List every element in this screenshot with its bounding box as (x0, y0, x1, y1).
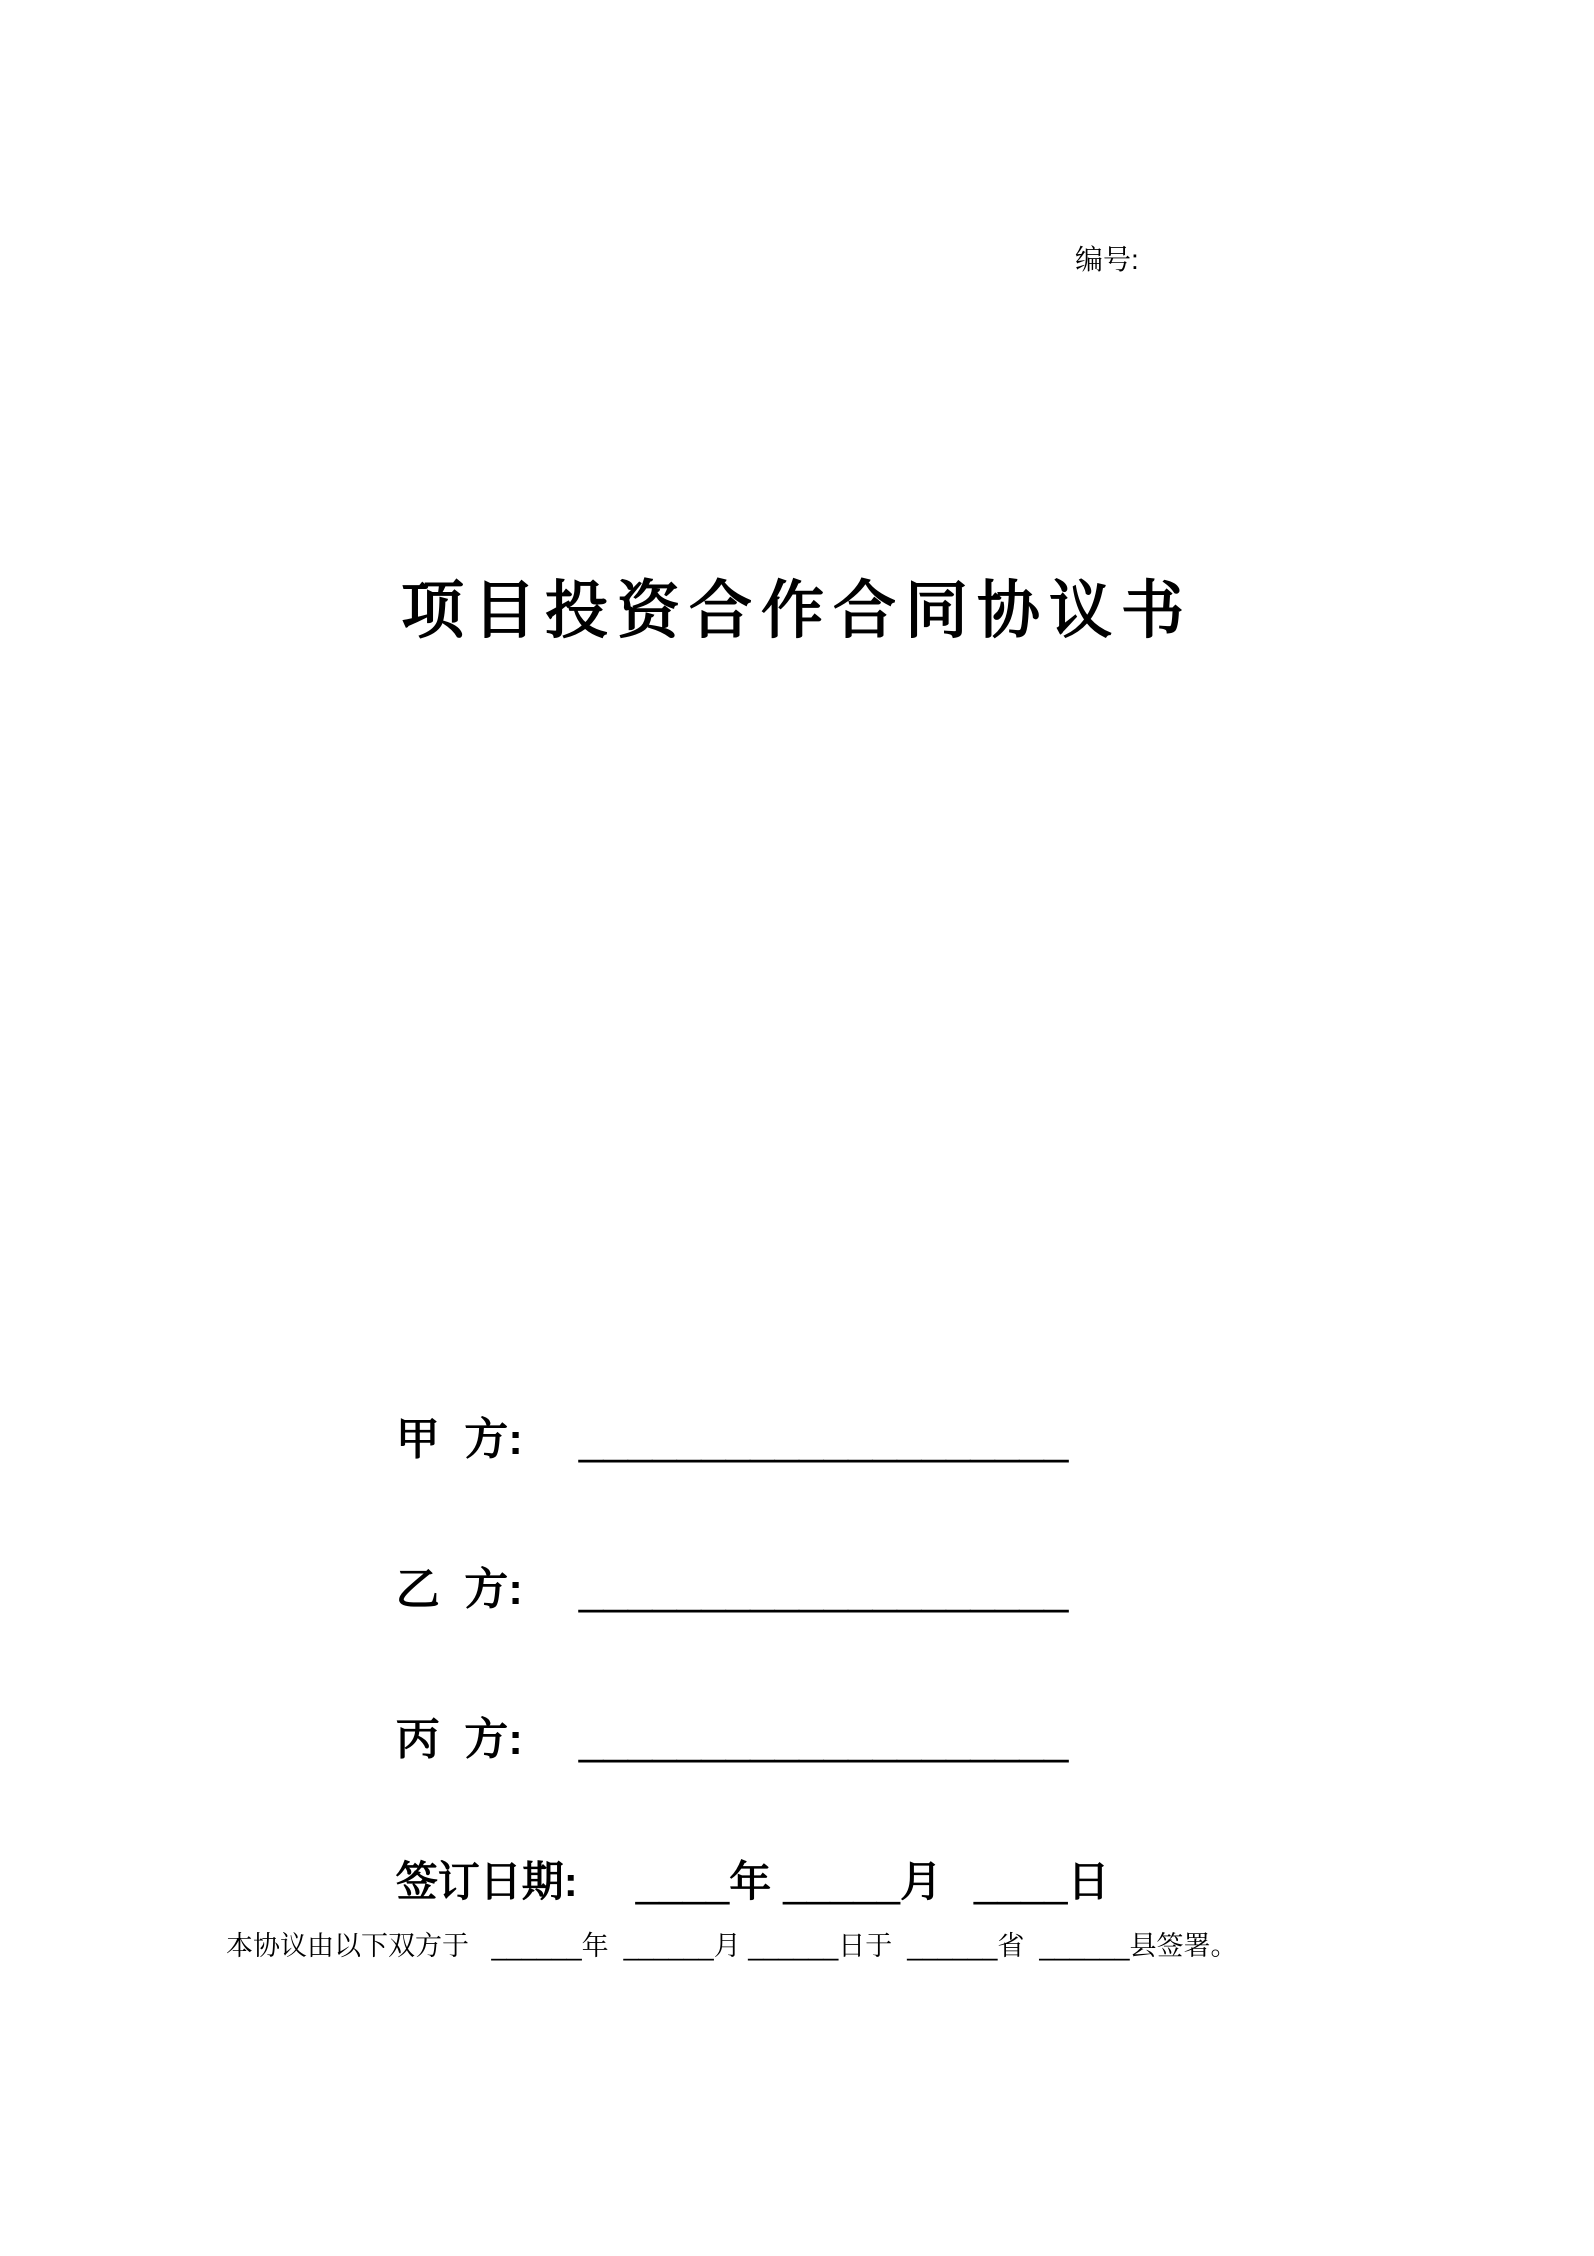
party-b-blank: ____________________ (578, 1565, 1069, 1614)
sign-date-label: 签订日期: (395, 1858, 578, 1905)
party-c-blank: ____________________ (578, 1715, 1069, 1764)
party-a-label: 甲 方: (395, 1415, 523, 1464)
sign-year-blank: ____ (635, 1858, 730, 1905)
sign-day-blank: ____ (974, 1858, 1068, 1905)
page-title: 项目投资合作合同协议书 (401, 576, 1193, 647)
footer-signing-sentence: 本协议由以下双方于 ______年 ______月 ______日于 ______省 ______县签署。 (226, 1931, 1238, 1961)
party-c-row (378, 1702, 1068, 1778)
doc-number-label: 编号: (1075, 244, 1139, 275)
party-b-row (378, 1552, 1068, 1628)
sign-date-row (378, 1845, 1110, 1919)
sign-month-unit: 月 (900, 1858, 943, 1905)
sign-year-unit: 年 (729, 1858, 772, 1905)
sign-month-blank: _____ (783, 1858, 901, 1905)
party-a-row (378, 1402, 1068, 1478)
party-c-label: 丙 方: (395, 1715, 523, 1764)
sign-day-unit: 日 (1067, 1858, 1110, 1905)
party-b-label: 乙 方: (395, 1565, 523, 1614)
party-a-blank: ____________________ (578, 1415, 1069, 1464)
